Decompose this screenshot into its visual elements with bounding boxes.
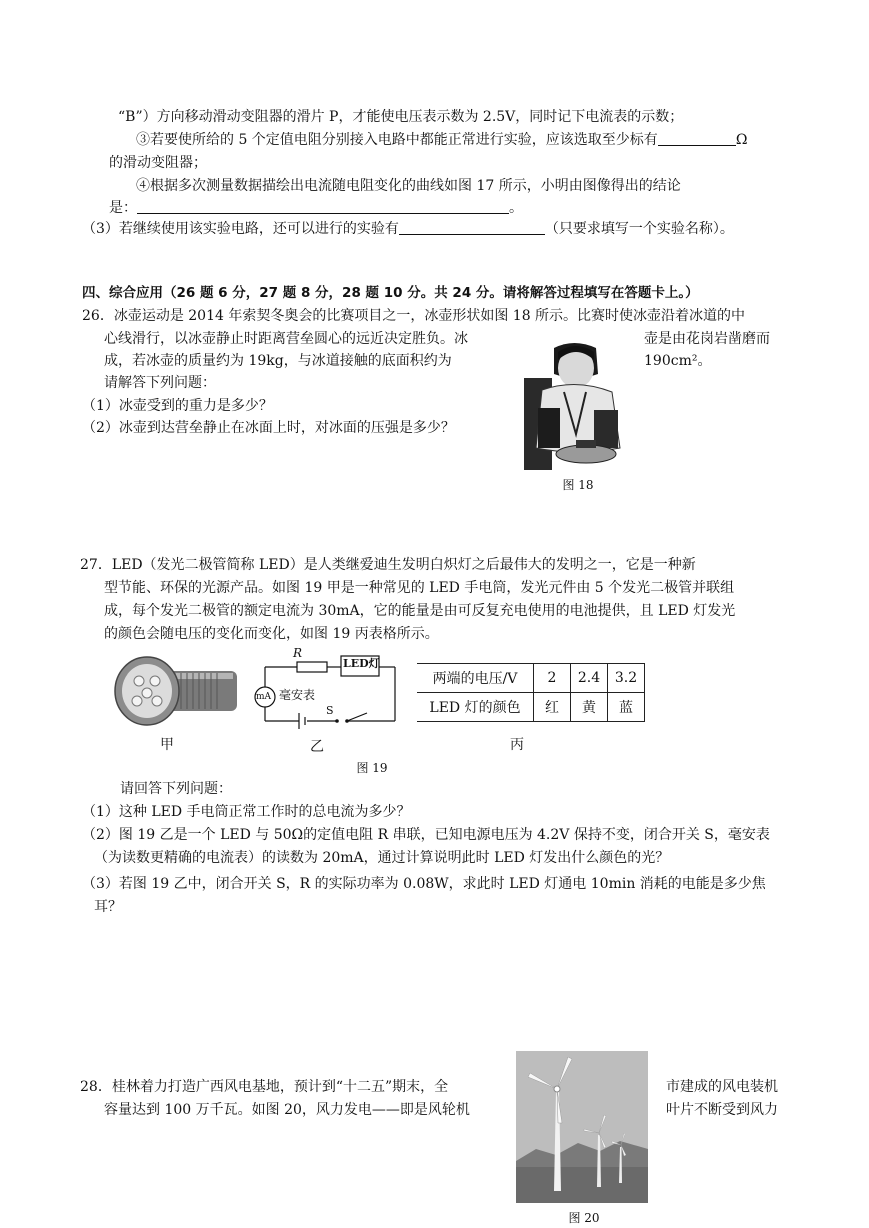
question-line: 成，每个发光二极管的额定电流为 30mA，它的能量是由可反复充电使用的电池提供，且 LED 灯发光 [104,603,736,619]
led-flashlight-photo [111,653,241,729]
question-line: 叶片不断受到风力 [666,1102,778,1118]
text-fragment: 是： [109,200,137,216]
switch-label: S [326,704,334,717]
question-line: 型节能、环保的光源产品。如图 19 甲是一种常见的 LED 手电筒，发光元件由 5 个发光二极管并联组 [104,580,735,596]
milliammeter-label: 毫安表 [279,688,316,702]
unit-label: Ω [735,132,748,148]
answer-blank[interactable] [137,199,509,214]
table-cell: 黄 [571,693,608,722]
table-cell: LED 灯的颜色 [417,693,534,722]
question-line: 28．桂林着力打造广西风电基地，预计到“十二五”期末，全 [80,1079,449,1095]
question-line: 市建成的风电装机 [666,1079,778,1095]
table-cell: 2 [534,664,571,693]
led-voltage-color-table [417,663,645,722]
table-cell: 两端的电压/V [417,664,534,693]
question-line: 成，若冰壶的质量约为 19kg，与冰道接触的底面积约为 [104,353,452,369]
curling-player-photo [524,338,626,470]
sub-figure-label: 丙 [510,737,524,753]
question-line: 壶是由花岗岩凿磨而 [644,331,770,347]
resistor-label: R [293,646,303,660]
milliammeter-symbol: mA [256,692,272,702]
table-cell: 3.2 [608,664,645,693]
question-line: 的颜色会随电压的变化而变化，如图 19 丙表格所示。 [104,626,439,642]
question-line: 容量达到 100 万千瓦。如图 20，风力发电——即是风轮机 [104,1102,470,1118]
answer-blank[interactable] [658,131,736,146]
section-heading: 四、综合应用（26 题 6 分，27 题 8 分，28 题 10 分。共 24 分。请将解答过程填写在答题卡上。） [82,285,699,301]
text-fragment: ③若要使所给的 5 个定值电阻分别接入电路中都能正常进行实验，应该选取至少标有 [136,132,658,148]
text-fragment: （只要求填写一个实验名称）。 [544,221,734,237]
question-line: （1）冰壶受到的重力是多少？ [82,398,273,414]
text-line: ④根据多次测量数据描绘出电流随电阻变化的曲线如图 17 所示，小明由图像得出的结论 [136,178,681,194]
figure-caption: 图 19 [356,761,388,775]
question-line: 27．LED（发光二极管简称 LED）是人类继爱迪生发明白炽灯之后最伟大的发明之一，它是一种新 [80,557,696,573]
text-line [136,130,747,150]
sub-figure-label: 乙 [310,739,324,755]
led-circuit-diagram [247,647,407,731]
table-cell: 蓝 [608,693,645,722]
text-line: “B”）方向移动滑动变阻器的滑片 P，才能使电压表示数为 2.5V，同时记下电流表的示数； [118,109,684,125]
table-row [417,693,645,722]
question-line: 心线滑行，以冰壶静止时距离营垒圆心的远近决定胜负。冰 [104,331,468,347]
text-line [82,219,734,239]
question-line: 耳？ [94,899,122,915]
sub-figure-label: 甲 [160,737,174,753]
question-line: （2）冰壶到达营垒静止在冰面上时，对冰面的压强是多少？ [82,420,455,436]
table-row [417,664,645,693]
wind-turbines-photo [516,1051,648,1203]
question-line: （1）这种 LED 手电筒正常工作时的总电流为多少？ [82,804,411,820]
text-line [109,198,523,218]
question-line: 请回答下列问题： [120,781,232,797]
question-line: 26．冰壶运动是 2014 年索契冬奥会的比赛项目之一，冰壶形状如图 18 所示。比赛时使冰壶沿着冰道的中 [82,308,746,324]
text-fragment: 。 [509,200,523,216]
answer-blank[interactable] [399,220,545,235]
text-line: 的滑动变阻器； [109,155,207,171]
text-fragment: （3）若继续使用该实验电路，还可以进行的实验有 [82,221,399,237]
table-cell: 红 [534,693,571,722]
led-lamp-label: LED灯 [343,657,380,670]
table-cell: 2.4 [571,664,608,693]
question-line: （为读数更精确的电流表）的读数为 20mA，通过计算说明此时 LED 灯发出什么颜色的光？ [94,850,670,866]
figure-caption: 图 18 [562,478,594,492]
figure-caption: 图 20 [568,1211,600,1225]
question-line: 请解答下列问题： [104,375,216,391]
question-line: （3）若图 19 乙中，闭合开关 S，R 的实际功率为 0.08W，求此时 LED 灯通电 10min 消耗的电能是多少焦 [82,876,766,892]
question-line: 190cm²。 [644,353,712,369]
question-line: （2）图 19 乙是一个 LED 与 50Ω的定值电阻 R 串联，已知电源电压为 4.2V 保持不变，闭合开关 S，毫安表 [82,827,770,843]
